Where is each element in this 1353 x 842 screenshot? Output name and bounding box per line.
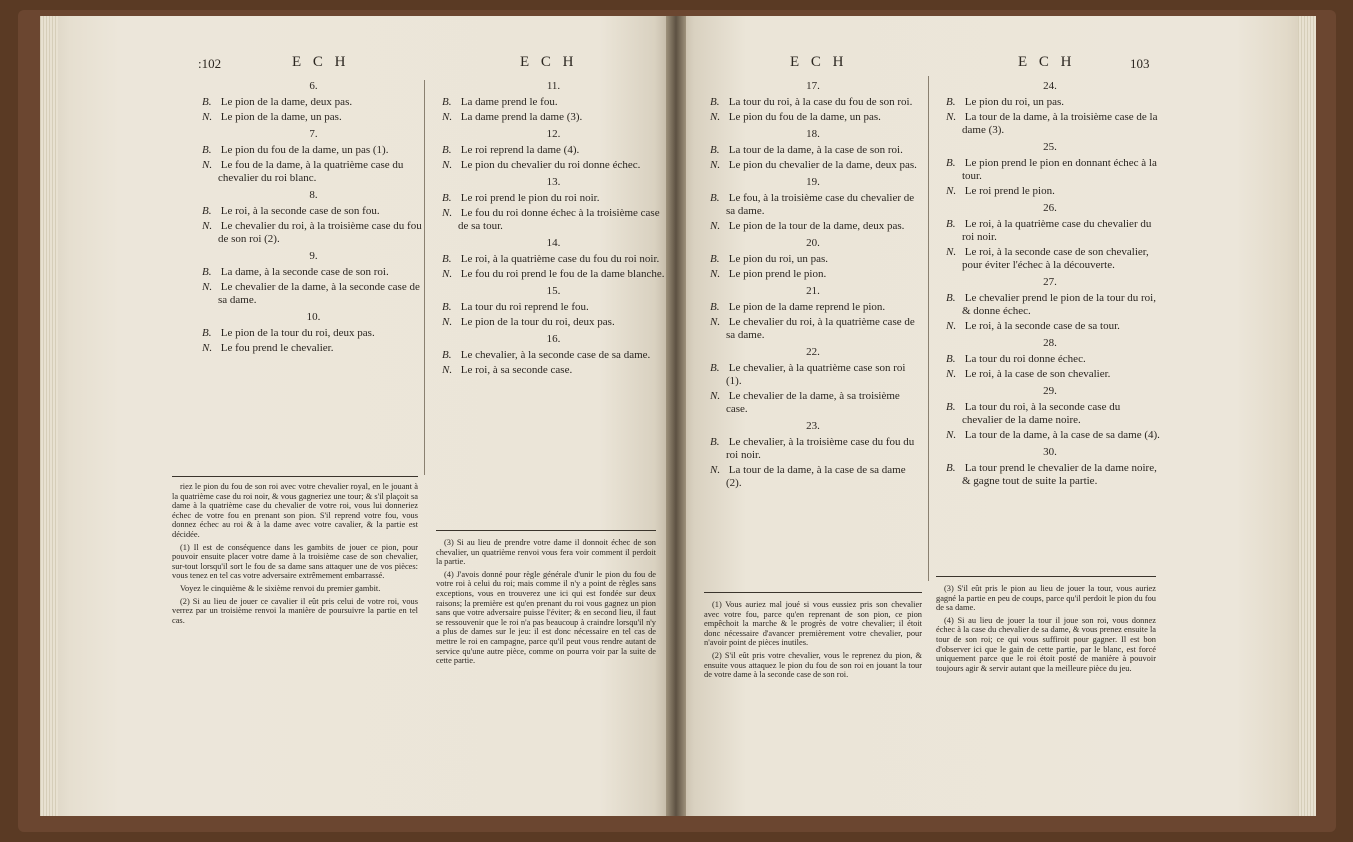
move-number: 12. bbox=[546, 128, 561, 140]
move-entry bbox=[196, 266, 431, 279]
move-entry bbox=[940, 368, 1160, 381]
move-entry bbox=[940, 320, 1160, 333]
move-number: 21. bbox=[806, 285, 820, 297]
move-entry bbox=[940, 96, 1160, 109]
right-column-a bbox=[704, 76, 922, 492]
player-label: B. bbox=[710, 96, 720, 108]
move-text: Le pion du chevalier de la dame, deux pas. bbox=[726, 159, 917, 171]
move-text: Le chevalier du roi, à la troisième case du fou de son roi (2). bbox=[218, 220, 422, 245]
move-text: Le fou du roi donne échec à la troisième case de sa tour. bbox=[458, 207, 660, 232]
move-number: 24. bbox=[1043, 80, 1057, 92]
move-entry bbox=[436, 207, 671, 233]
move-entry bbox=[940, 218, 1160, 244]
player-label: N. bbox=[442, 207, 453, 219]
move-number: 18. bbox=[806, 128, 820, 140]
move-entry bbox=[196, 205, 431, 218]
move-entry bbox=[704, 96, 922, 109]
player-label: B. bbox=[710, 144, 720, 156]
footnote-rule-right-b bbox=[936, 576, 1156, 577]
move-text: Le chevalier du roi, à la quatrième case de sa dame. bbox=[726, 316, 915, 341]
move-text: Le pion du chevalier du roi donne échec. bbox=[458, 159, 641, 171]
player-label: N. bbox=[202, 342, 213, 354]
player-label: N. bbox=[442, 159, 453, 171]
move-text: La tour de la dame, à la case de sa dame (2). bbox=[726, 464, 906, 489]
player-label: N. bbox=[710, 111, 721, 123]
player-label: B. bbox=[202, 144, 212, 156]
footnote: riez le pion du fou de son roi avec votre chevalier royal, en le jouant à la quatrième case du roi noir, & vous gagneriez une tour; & s'il plaçoit sa dame à la quatrième case du chevalier de votre roi, vous lui donneriez échec de votre fou en prenant son pion. S'il reprend votre fou, vous donnez échec au roi & à la dame avec votre cavalier, & la partie est décidée. bbox=[172, 482, 418, 539]
move-number: 23. bbox=[806, 420, 820, 432]
move-text: Le roi, à la seconde case de son fou. bbox=[218, 205, 380, 217]
move-entry bbox=[704, 111, 922, 124]
move-number: 17. bbox=[806, 80, 820, 92]
player-label: B. bbox=[442, 253, 452, 265]
move-text: Le pion de la tour de la dame, deux pas. bbox=[726, 220, 905, 232]
move-number: 30. bbox=[1043, 446, 1057, 458]
page-number-left: :102 bbox=[198, 56, 222, 71]
move-entry bbox=[436, 364, 671, 377]
move-text: Le pion de la dame, deux pas. bbox=[218, 96, 353, 108]
move-text: La tour du roi reprend le fou. bbox=[458, 301, 589, 313]
move-text: Le pion du fou de la dame, un pas. bbox=[726, 111, 881, 123]
right-column-b bbox=[940, 76, 1160, 490]
footnote: (1) Vous auriez mal joué si vous eussiez pris son chevalier avec votre fou, parce qu'en reprenant de son pion, ce pion empêchoit la marche & le progrès de votre chevalier; il étoit donc nécessaire d'avancer premièrement votre chevalier, pour n'avoir point de pièces inutiles. bbox=[704, 600, 922, 648]
footnote: (4) Si au lieu de jouer la tour il joue son roi, vous donnez échec à la case du chevalier de sa dame, & vous prenez ensuite la tour de son roi; ce qui vous suffiroit pour gagner. Il est bon d'observer ici que le gain de cette partie, par le blanc, est forcé uniquement parce que le roi étoit posté de manière à pouvoir toujours agir & servir autant que la meilleure pièce du jeu. bbox=[936, 615, 1156, 673]
move-entry bbox=[436, 253, 671, 266]
player-label: N. bbox=[710, 268, 721, 280]
move-entry bbox=[940, 292, 1160, 318]
left-page-edges bbox=[40, 16, 58, 816]
move-text: Le pion du fou de la dame, un pas (1). bbox=[218, 144, 389, 156]
column-divider-right bbox=[928, 76, 929, 581]
player-label: B. bbox=[442, 192, 452, 204]
player-label: B. bbox=[710, 436, 720, 448]
player-label: B. bbox=[710, 301, 720, 313]
move-entry bbox=[436, 144, 671, 157]
player-label: N. bbox=[946, 368, 957, 380]
move-text: Le chevalier, à la troisième case du fou du roi noir. bbox=[726, 436, 915, 461]
move-entry bbox=[940, 353, 1160, 366]
move-number: 29. bbox=[1043, 385, 1057, 397]
player-label: N. bbox=[442, 316, 453, 328]
player-label: B. bbox=[946, 462, 956, 474]
move-entry bbox=[436, 316, 671, 329]
move-number: 9. bbox=[309, 250, 318, 262]
move-text: Le roi, à la case de son chevalier. bbox=[962, 368, 1111, 380]
player-label: B. bbox=[442, 301, 452, 313]
move-entry bbox=[436, 159, 671, 172]
running-head-left-b: E C H bbox=[520, 54, 578, 70]
move-text: La tour de la dame, à la case de sa dame (4). bbox=[962, 429, 1160, 441]
move-number: 20. bbox=[806, 237, 820, 249]
move-number: 22. bbox=[806, 346, 820, 358]
move-text: Le roi, à la seconde case de sa tour. bbox=[962, 320, 1120, 332]
move-entry bbox=[940, 157, 1160, 183]
player-label: N. bbox=[442, 364, 453, 376]
running-head-right-a: E C H bbox=[790, 54, 848, 70]
footnote: (4) J'avois donné pour règle générale d'unir le pion du fou de votre roi à celui du roi; mais comme il n'y a point de règles sans exceptions, vous en trouverez une ici qui est fondée sur deux raisons; la première est qu'en prenant du roi vous gagnez un pion sans que votre adversaire puisse l'éviter; & en second lieu, il faut se ressouvenir que le roi n'a pas beaucoup à craindre lorsqu'il n'y a plus de dames sur le jeu: il est donc nécessaire en tel cas de mettre le roi en campagne, parce qu'il peut vous rendre autant de service qu'une autre pièce, comme on pourra voir par la suite de cette partie. bbox=[436, 569, 656, 666]
move-number: 14. bbox=[546, 237, 561, 249]
move-entry bbox=[196, 111, 431, 124]
footnotes-left-a bbox=[172, 482, 418, 628]
player-label: N. bbox=[202, 111, 213, 123]
move-text: La tour du roi, à la seconde case du chevalier de la dame noire. bbox=[962, 401, 1121, 426]
move-text: La tour de la dame, à la troisième case de la dame (3). bbox=[962, 111, 1158, 136]
player-label: B. bbox=[442, 349, 452, 361]
move-text: Le pion de la dame, un pas. bbox=[218, 111, 342, 123]
move-text: Le fou de la dame, à la quatrième case du chevalier du roi blanc. bbox=[218, 159, 404, 184]
footnote-rule-right-a bbox=[704, 592, 922, 593]
player-label: B. bbox=[946, 157, 956, 169]
move-entry bbox=[196, 159, 431, 185]
move-text: La dame prend la dame (3). bbox=[458, 111, 583, 123]
player-label: B. bbox=[442, 96, 452, 108]
running-head-left-a: E C H bbox=[292, 54, 350, 70]
move-entry bbox=[704, 390, 922, 416]
move-entry bbox=[196, 220, 431, 246]
footnote: (2) Si au lieu de jouer ce cavalier il eût pris celui de votre roi, vous verrez par un troisième renvoi la manière de poursuivre la partie en tel cas. bbox=[172, 596, 418, 625]
move-entry bbox=[704, 436, 922, 462]
move-text: Le chevalier, à la quatrième case son roi (1). bbox=[726, 362, 906, 387]
move-text: Le roi, à la seconde case de son chevalier, pour éviter l'échec à la découverte. bbox=[962, 246, 1149, 271]
footnote-rule-left-a bbox=[172, 476, 418, 477]
player-label: N. bbox=[946, 185, 957, 197]
move-entry bbox=[704, 301, 922, 314]
move-text: Le chevalier prend le pion de la tour du roi, & donne échec. bbox=[962, 292, 1156, 317]
move-entry bbox=[704, 362, 922, 388]
move-entry bbox=[704, 268, 922, 281]
move-entry bbox=[436, 111, 671, 124]
move-number: 26. bbox=[1043, 202, 1057, 214]
move-text: Le pion de la tour du roi, deux pas. bbox=[458, 316, 615, 328]
player-label: N. bbox=[946, 429, 957, 441]
move-text: Le fou prend le chevalier. bbox=[218, 342, 334, 354]
move-number: 13. bbox=[546, 176, 561, 188]
footnotes-left-b bbox=[436, 538, 656, 669]
move-text: La tour de la dame, à la case de son roi. bbox=[726, 144, 903, 156]
move-entry bbox=[940, 185, 1160, 198]
right-page-edges bbox=[1298, 16, 1316, 816]
player-label: B. bbox=[442, 144, 452, 156]
move-text: Le chevalier de la dame, à la seconde case de sa dame. bbox=[218, 281, 420, 306]
player-label: N. bbox=[710, 390, 721, 402]
move-number: 27. bbox=[1043, 276, 1057, 288]
move-text: Le pion du roi, un pas. bbox=[726, 253, 829, 265]
player-label: N. bbox=[946, 111, 957, 123]
player-label: N. bbox=[202, 220, 213, 232]
move-entry bbox=[940, 401, 1160, 427]
player-label: N. bbox=[710, 464, 721, 476]
move-entry bbox=[196, 144, 431, 157]
move-entry bbox=[196, 96, 431, 109]
footnote: Voyez le cinquième & le sixième renvoi du premier gambit. bbox=[180, 583, 381, 593]
move-number: 19. bbox=[806, 176, 820, 188]
move-entry bbox=[704, 464, 922, 490]
player-label: B. bbox=[202, 327, 212, 339]
move-number: 8. bbox=[309, 189, 318, 201]
left-column-a bbox=[196, 76, 431, 357]
move-text: Le pion du roi, un pas. bbox=[962, 96, 1065, 108]
player-label: B. bbox=[946, 353, 956, 365]
move-number: 7. bbox=[309, 128, 318, 140]
move-text: Le pion prend le pion en donnant échec à la tour. bbox=[962, 157, 1157, 182]
move-text: La tour prend le chevalier de la dame noire, & gagne tout de suite la partie. bbox=[962, 462, 1157, 487]
player-label: N. bbox=[710, 159, 721, 171]
move-entry bbox=[704, 316, 922, 342]
player-label: B. bbox=[202, 205, 212, 217]
player-label: N. bbox=[710, 220, 721, 232]
move-text: La dame, à la seconde case de son roi. bbox=[218, 266, 389, 278]
move-number: 6. bbox=[309, 80, 318, 92]
move-text: Le fou, à la troisième case du chevalier de sa dame. bbox=[726, 192, 915, 217]
move-entry bbox=[436, 192, 671, 205]
player-label: B. bbox=[710, 362, 720, 374]
move-text: Le roi prend le pion du roi noir. bbox=[458, 192, 600, 204]
move-entry bbox=[940, 246, 1160, 272]
move-entry bbox=[704, 144, 922, 157]
move-entry bbox=[704, 253, 922, 266]
move-entry bbox=[940, 462, 1160, 488]
move-number: 11. bbox=[546, 80, 561, 92]
player-label: B. bbox=[946, 401, 956, 413]
move-text: Le roi prend le pion. bbox=[962, 185, 1055, 197]
player-label: N. bbox=[442, 268, 453, 280]
move-text: Le chevalier, à la seconde case de sa dame. bbox=[458, 349, 651, 361]
move-entry bbox=[196, 327, 431, 340]
move-text: Le pion de la dame reprend le pion. bbox=[726, 301, 886, 313]
footnote: (3) Si au lieu de prendre votre dame il donnoit échec de son chevalier, un quatrième renvoi vous fera voir comment il perdoit la partie. bbox=[436, 538, 656, 567]
move-text: Le chevalier de la dame, à sa troisième case. bbox=[726, 390, 900, 415]
player-label: N. bbox=[442, 111, 453, 123]
footnote-rule-left-b bbox=[436, 530, 656, 531]
move-entry bbox=[704, 159, 922, 172]
player-label: B. bbox=[202, 96, 212, 108]
player-label: B. bbox=[946, 292, 956, 304]
move-text: La dame prend le fou. bbox=[458, 96, 558, 108]
move-text: Le roi, à sa seconde case. bbox=[458, 364, 573, 376]
move-entry bbox=[196, 342, 431, 355]
move-entry bbox=[436, 349, 671, 362]
move-number: 28. bbox=[1043, 337, 1057, 349]
move-text: Le pion de la tour du roi, deux pas. bbox=[218, 327, 375, 339]
move-text: La tour du roi donne échec. bbox=[962, 353, 1086, 365]
move-text: Le roi, à la quatrième case du fou du roi noir. bbox=[458, 253, 660, 265]
move-number: 15. bbox=[546, 285, 561, 297]
footnotes-right-b bbox=[936, 584, 1156, 676]
move-number: 10. bbox=[306, 311, 321, 323]
move-entry bbox=[940, 111, 1160, 137]
move-number: 25. bbox=[1043, 141, 1057, 153]
footnotes-right-a bbox=[704, 600, 922, 683]
move-number: 16. bbox=[546, 333, 561, 345]
move-entry bbox=[436, 301, 671, 314]
move-entry bbox=[436, 268, 671, 281]
move-entry bbox=[704, 220, 922, 233]
move-text: Le roi, à la quatrième case du chevalier du roi noir. bbox=[962, 218, 1152, 243]
player-label: B. bbox=[946, 96, 956, 108]
move-entry bbox=[196, 281, 431, 307]
move-entry bbox=[436, 96, 671, 109]
player-label: B. bbox=[710, 192, 720, 204]
move-entry bbox=[704, 192, 922, 218]
move-text: Le fou du roi prend le fou de la dame blanche. bbox=[458, 268, 665, 280]
left-column-b bbox=[436, 76, 671, 379]
page-number-right: 103 bbox=[1130, 56, 1150, 71]
move-text: La tour du roi, à la case du fou de son roi. bbox=[726, 96, 913, 108]
player-label: B. bbox=[710, 253, 720, 265]
running-head-right-b: E C H bbox=[1018, 54, 1076, 70]
move-text: Le roi reprend la dame (4). bbox=[458, 144, 580, 156]
player-label: N. bbox=[202, 159, 213, 171]
player-label: N. bbox=[202, 281, 213, 293]
player-label: N. bbox=[946, 246, 957, 258]
move-text: Le pion prend le pion. bbox=[726, 268, 827, 280]
move-entry bbox=[940, 429, 1160, 442]
footnote: (2) S'il eût pris votre chevalier, vous le reprenez du pion, & ensuite vous attaquez le pion du fou de son roi en jouant la tour de votre dame à la seconde case de son roi. bbox=[704, 650, 922, 680]
player-label: N. bbox=[710, 316, 721, 328]
player-label: B. bbox=[946, 218, 956, 230]
player-label: N. bbox=[946, 320, 957, 332]
player-label: B. bbox=[202, 266, 212, 278]
footnote: (1) Il est de conséquence dans les gambits de jouer ce pion, pour pouvoir ensuite placer votre dame à la troisième case de son chevalier, sur-tout lorsqu'il sort le fou de sa dame sans attaquer une de vos pièces: vous tenez en tel cas votre adversaire extrêmement embarrassé. bbox=[172, 542, 418, 581]
footnote: (3) S'il eût pris le pion au lieu de jouer la tour, vous auriez gagné la partie en peu de coups, parce qu'il perdoit le pion du fou de sa dame. bbox=[936, 584, 1156, 613]
